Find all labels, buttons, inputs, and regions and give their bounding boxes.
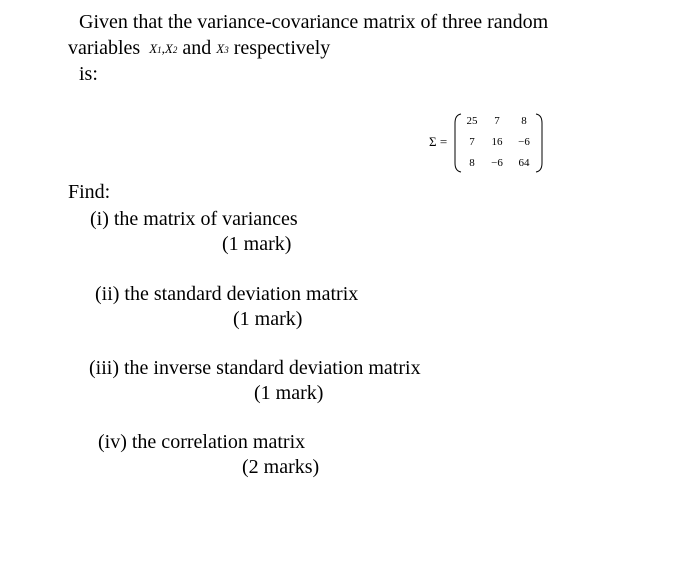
matrix-cell: 8 — [469, 157, 475, 169]
question-iv-text: (iv) the correlation matrix — [98, 431, 306, 453]
intro-line-3: is: — [79, 63, 98, 85]
find-label: Find: — [68, 181, 111, 203]
matrix-cell: 64 — [518, 157, 530, 169]
question-iii-text: (iii) the inverse standard deviation matrix — [89, 357, 421, 379]
intro-line-1: Given that the variance-covariance matrix of three random — [79, 11, 549, 33]
question-ii-text: (ii) the standard deviation matrix — [95, 283, 359, 305]
matrix-cell: −6 — [518, 136, 530, 148]
question-iv-marks: (2 marks) — [242, 456, 320, 478]
question-i-marks: (1 mark) — [222, 233, 292, 255]
covariance-matrix — [425, 110, 550, 176]
matrix-cell: 8 — [521, 115, 527, 127]
matrix-cell: 7 — [494, 115, 500, 127]
intro-variables-word: variables — [68, 37, 141, 59]
matrix-cell: 16 — [491, 136, 503, 148]
question-i-text: (i) the matrix of variances — [90, 208, 298, 230]
intro-line-2 — [68, 36, 330, 62]
variable-x3: X3 — [216, 41, 229, 56]
question-ii-marks: (1 mark) — [233, 308, 303, 330]
question-iii-marks: (1 mark) — [254, 382, 324, 404]
matrix-cell: 7 — [469, 136, 475, 148]
sigma-symbol: Σ = — [429, 134, 448, 149]
matrix-cell: 25 — [466, 115, 478, 127]
variable-x1: X1,X2 — [149, 41, 178, 56]
matrix-cell: −6 — [491, 157, 503, 169]
intro-and-word: and — [182, 37, 212, 59]
intro-respectively-word: respectively — [233, 37, 331, 59]
